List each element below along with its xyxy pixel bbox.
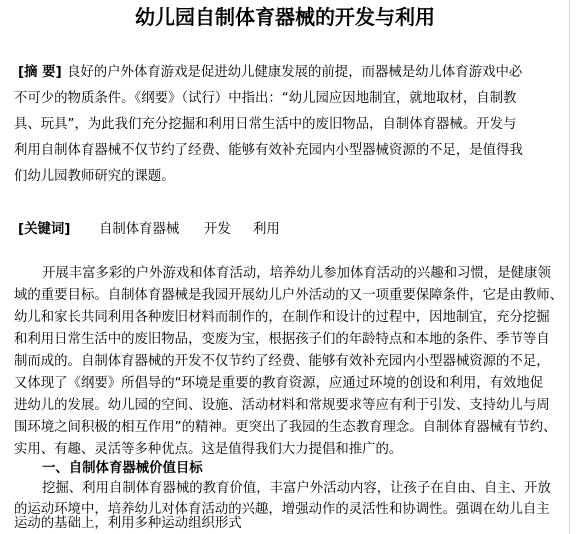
section-line: 运动的基础上，利用多种运动组织形式	[14, 516, 242, 531]
body-line: 围环境之间积极的相互作用”的精神。更突出了我园的生态教育理念。自制体育器械有节约、	[14, 420, 557, 435]
section-heading: 一、自制体育器械价值目标	[42, 461, 203, 476]
abstract-line: 良好的户外体育游戏是促进幼儿健康发展的前提，而器械是幼儿体育游戏中必	[67, 65, 523, 80]
document-title: 幼儿园自制体育器械的开发与利用	[135, 5, 435, 29]
abstract-line: 利用自制体育器械不仅节约了经费、能够有效补充园内小型器械资源的不足，是值得我	[14, 143, 523, 158]
body-line: 又体现了《纲要》所倡导的“环境是重要的教育资源，应通过环境的创设和利用，有效地促	[14, 376, 544, 391]
body-line: 实用、有趣、灵活等多种优点。这是值得我们大力提倡和推广的。	[14, 442, 403, 457]
keyword-item: 开发	[204, 222, 231, 237]
body-line: 和利用日常生活中的废旧物品，变废为宝，根据孩子们的年龄特点和本地的条件、季节等自	[14, 332, 550, 347]
abstract-line: 不可少的物质条件。《纲要》（试行）中指出：“幼儿园应因地制宜，就地取材，自制教	[14, 91, 517, 106]
section-line-clipped	[0, 516, 570, 534]
abstract-line: 具、玩具”，为此我们充分挖掘和利用日常生活中的废旧物品，自制体育器械。开发与	[14, 117, 517, 132]
body-line: 域的重要目标。自制体育器械是我园开展幼儿户外活动的又一项重要保障条件，它是由教师、	[14, 288, 564, 303]
body-line: 进幼儿的发展。幼儿园的空间、设施、活动材料和常规要求等应有利于引发、支持幼儿与周	[14, 398, 550, 413]
abstract-label: [摘 要]	[18, 65, 62, 80]
section-line: 挖掘、利用自制体育器械的教育价值，丰富户外活动内容，让孩子在自由、自主、开放	[42, 481, 551, 496]
keyword-item: 自制体育器械	[99, 222, 180, 237]
body-line: 开展丰富多彩的户外游戏和体育活动，培养幼儿参加体育活动的兴趣和习惯，是健康领	[42, 266, 551, 281]
keyword-item: 利用	[253, 222, 280, 237]
section-line: 的运动环境中，培养幼儿对体育活动的兴趣，增强动作的灵活性和协调性。强调在幼儿自主	[14, 502, 550, 517]
body-line: 幼儿和家长共同利用各种废旧材料而制作的，在制作和设计的过程中，因地制宜，充分挖掘	[14, 310, 550, 325]
vertical-scrollbar[interactable]	[569, 0, 586, 534]
body-line: 制而成的。自制体育器械的开发不仅节约了经费、能够有效补充园内小型器械资源的不足，	[14, 354, 550, 369]
keywords-label: [关键词]	[18, 222, 71, 237]
abstract-line: 们幼儿园教师研究的课题。	[14, 169, 175, 184]
